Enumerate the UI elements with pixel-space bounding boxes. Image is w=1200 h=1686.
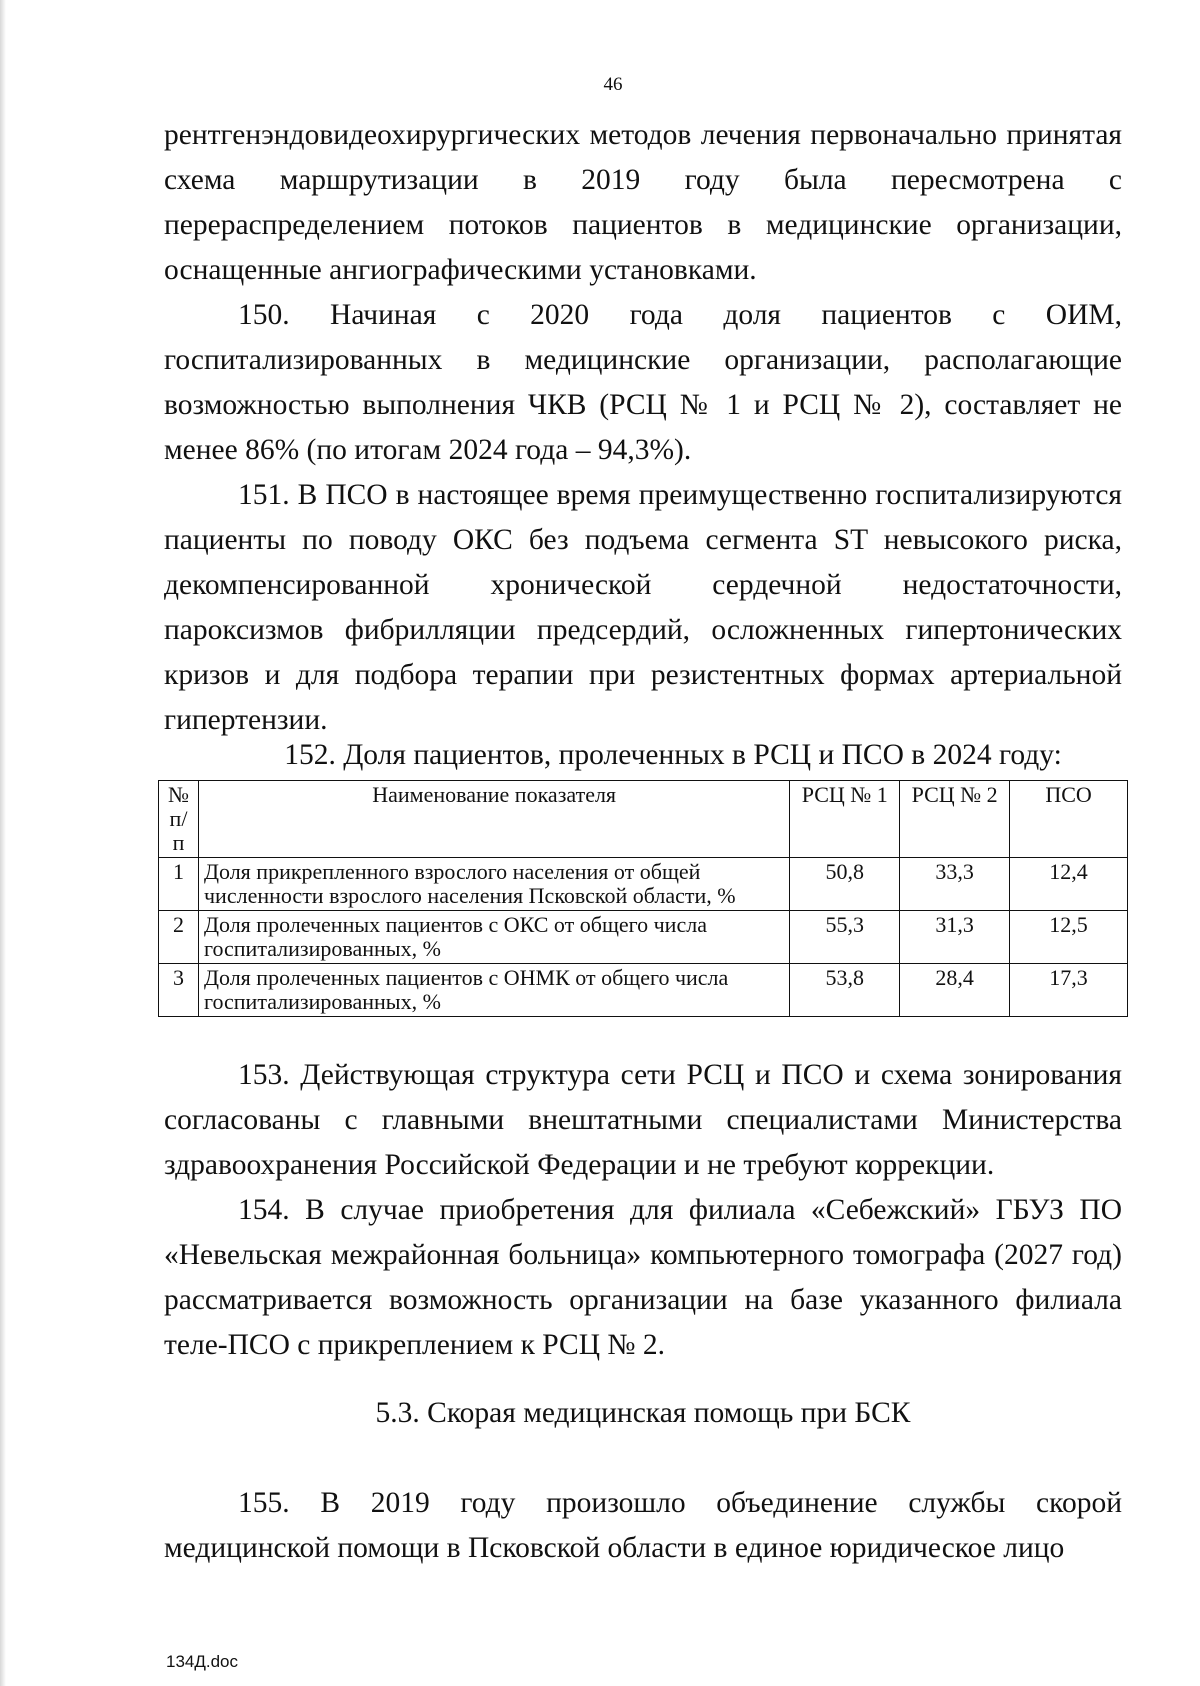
row-num: 2 bbox=[159, 911, 199, 964]
header-rsc2: РСЦ № 2 bbox=[900, 781, 1010, 858]
row-rsc2: 28,4 bbox=[900, 964, 1010, 1017]
header-num: № п/п bbox=[159, 781, 199, 858]
row-rsc1: 55,3 bbox=[790, 911, 900, 964]
row-name: Доля пролеченных пациентов с ОНМК от общего числа госпитализированных, % bbox=[198, 964, 789, 1017]
row-pso: 12,5 bbox=[1010, 911, 1128, 964]
header-name: Наименование показателя bbox=[198, 781, 789, 858]
paragraph-154: 154. В случае приобретения для филиала «Себежский» ГБУЗ ПО «Невельская межрайонная больница» компьютерного томографа (2027 год) рассматривается возможность организации на базе указанного филиала теле-ПСО с прикреплением к РСЦ № 2. bbox=[164, 1194, 1122, 1361]
section-heading-block bbox=[164, 1391, 1122, 1436]
text-block-bottom bbox=[164, 1481, 1122, 1571]
text-block-middle bbox=[164, 1053, 1122, 1368]
row-pso: 12,4 bbox=[1010, 858, 1128, 911]
table-row bbox=[159, 964, 1128, 1017]
row-name: Доля прикрепленного взрослого населения от общей численности взрослого населения Псковской области, % bbox=[198, 858, 789, 911]
footer-filename: 134Д.doc bbox=[166, 1652, 239, 1671]
row-name: Доля пролеченных пациентов с ОКС от общего числа госпитализированных, % bbox=[198, 911, 789, 964]
row-num: 1 bbox=[159, 858, 199, 911]
paragraph-151: 151. В ПСО в настоящее время преимущественно госпитализируются пациенты по поводу ОКС без подъема сегмента ST невысокого риска, декомпенсированной хронической сердечной недостаточности, пароксизмов фибрилляции предсердий, осложненных гипертонических кризов и для подбора терапии при резистентных формах артериальной гипертензии. bbox=[164, 479, 1122, 736]
paragraph-153: 153. Действующая структура сети РСЦ и ПСО и схема зонирования согласованы с главными внештатными специалистами Министерства здравоохранения Российской Федерации и не требуют коррекции. bbox=[164, 1059, 1122, 1181]
row-num: 3 bbox=[159, 964, 199, 1017]
header-pso: ПСО bbox=[1010, 781, 1128, 858]
row-rsc1: 50,8 bbox=[790, 858, 900, 911]
paragraph-continuation: рентгенэндовидеохирургических методов лечения первоначально принятая схема маршрутизации в 2019 году была пересмотрена с перераспределением потоков пациентов в медицинские организации, оснащенные ангиографическими установками. bbox=[164, 119, 1122, 286]
row-rsc2: 31,3 bbox=[900, 911, 1010, 964]
table-header-row bbox=[159, 781, 1128, 858]
table-title: 152. Доля пациентов, пролеченных в РСЦ и ПСО в 2024 году: bbox=[284, 739, 1062, 771]
row-rsc2: 33,3 bbox=[900, 858, 1010, 911]
section-heading: 5.3. Скорая медицинская помощь при БСК bbox=[375, 1397, 911, 1429]
row-pso: 17,3 bbox=[1010, 964, 1128, 1017]
text-block-top bbox=[164, 113, 1122, 743]
page-number: 46 bbox=[603, 74, 623, 95]
indicator-table bbox=[158, 780, 1128, 1017]
paragraph-155: 155. В 2019 году произошло объединение службы скорой медицинской помощи в Псковской области в единое юридическое лицо bbox=[164, 1487, 1122, 1564]
table-row bbox=[159, 858, 1128, 911]
row-rsc1: 53,8 bbox=[790, 964, 900, 1017]
header-rsc1: РСЦ № 1 bbox=[790, 781, 900, 858]
paragraph-150: 150. Начиная с 2020 года доля пациентов с ОИМ, госпитализированных в медицинские организации, располагающие возможностью выполнения ЧКВ (РСЦ № 1 и РСЦ № 2), составляет не менее 86% (по итогам 2024 года – 94,3%). bbox=[164, 299, 1122, 466]
scan-edge bbox=[0, 0, 6, 1686]
table-row bbox=[159, 911, 1128, 964]
